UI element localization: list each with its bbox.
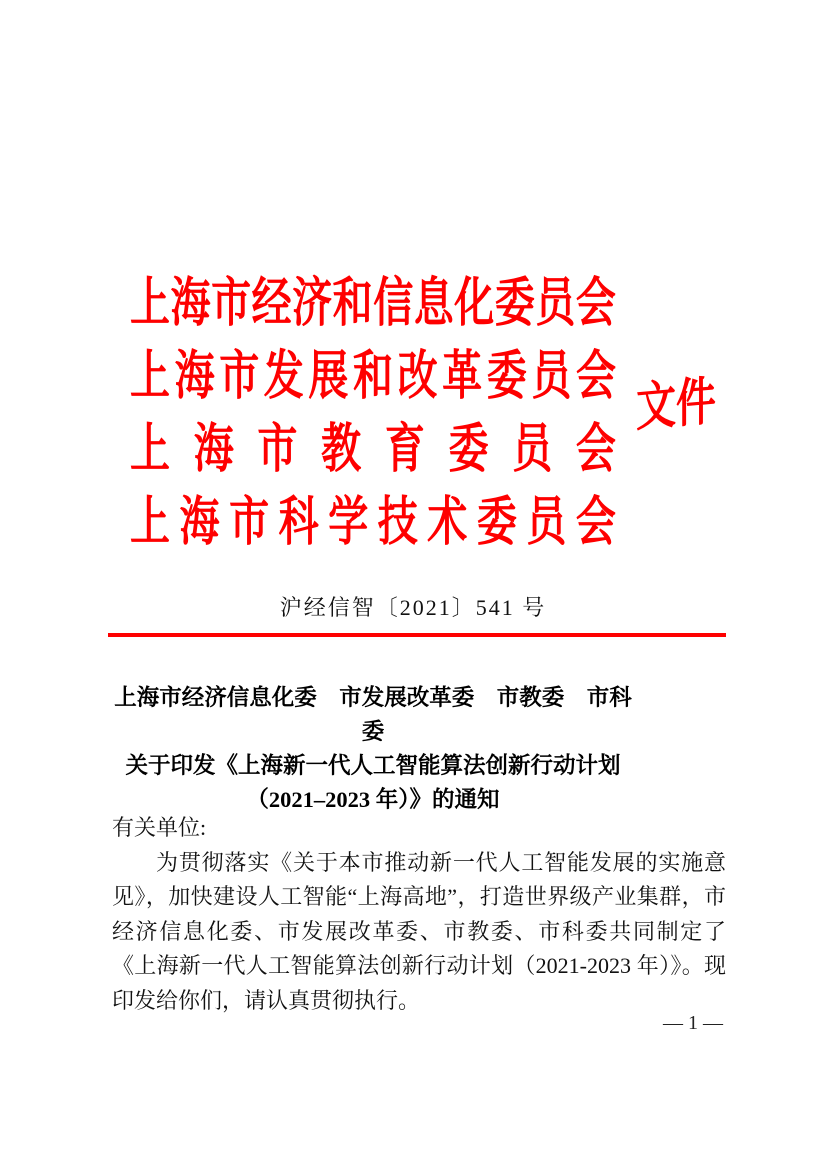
document-label: 文件 [636, 371, 716, 438]
notice-title-line-1: 上海市经济信息化委 市发展改革委 市教委 市科委 [114, 685, 632, 744]
org-name-line-3: 上 海 市 教 育 委 员 会 [130, 418, 616, 479]
page-number: — 1 — [663, 1012, 723, 1034]
org-name-line-1: 上 海 市 经 济 和 信 息 化 委 员 会 [130, 272, 616, 333]
red-divider-line [108, 633, 726, 637]
letterhead-org-block [130, 262, 616, 554]
notice-title-line-3: （2021–2023 年）》的通知 [246, 787, 500, 812]
org-name-line-2: 上 海 市 发 展 和 改 革 委 员 会 [130, 345, 616, 406]
notice-body [112, 811, 726, 1018]
document-number: 沪经信智〔2021〕541 号 [279, 595, 547, 620]
salutation: 有关单位: [112, 815, 207, 840]
body-paragraph: 为贯彻落实《关于本市推动新一代人工智能发展的实施意见》，加快建设人工智能“上海高地”，打造世界级产业集群，市经济信息化委、市发展改革委、市教委、市科委共同制定了《上海新一代人工智能算法创新行动计划（2021-2023 年）》。现印发给你们，请认真贯彻执行。 [112, 849, 726, 1013]
notice-title [107, 681, 639, 817]
notice-title-line-2: 关于印发《上海新一代人工智能算法创新行动计划 [125, 753, 621, 778]
org-name-line-4: 上 海 市 科 学 技 术 委 员 会 [130, 491, 616, 552]
